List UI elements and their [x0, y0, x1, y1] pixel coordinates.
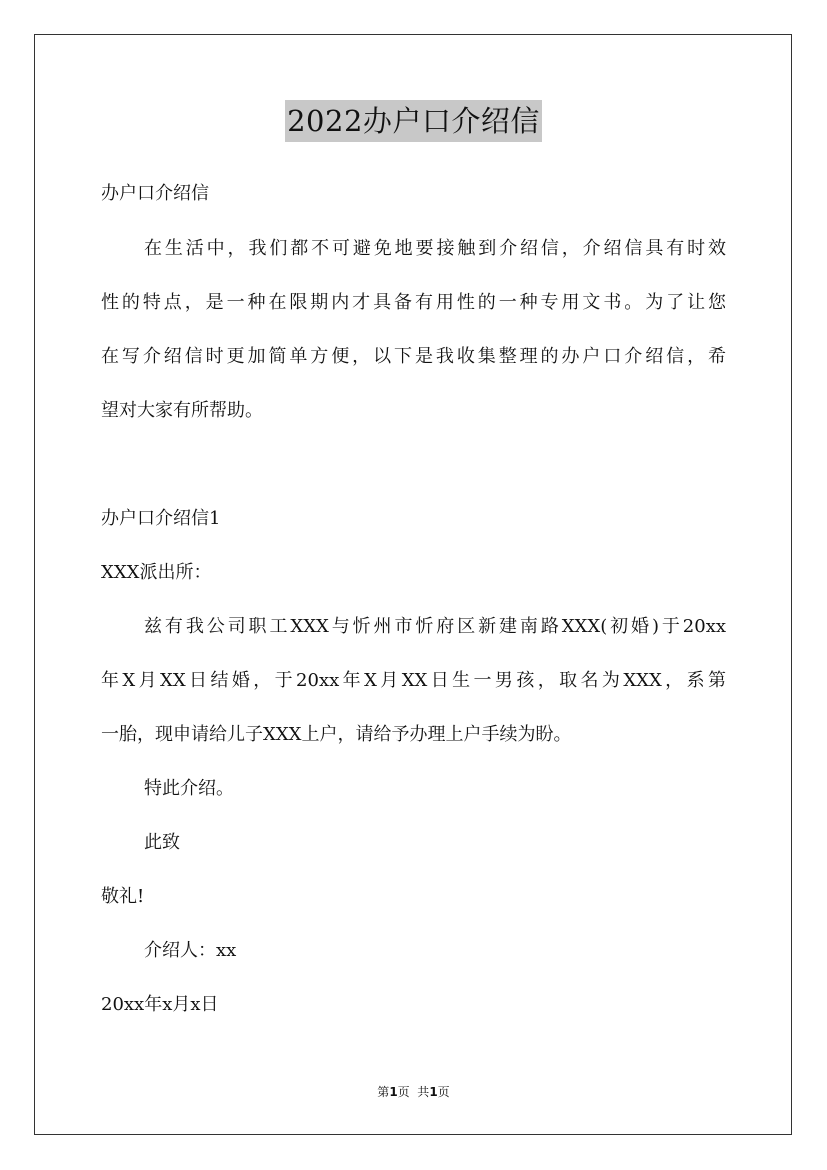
body-line-1: 兹有我公司职工XXX与忻州市忻府区新建南路XXX(初婚)于20xx: [144, 616, 726, 637]
introducer: 介绍人：xx: [144, 940, 237, 961]
section-heading: 办户口介绍信: [101, 183, 209, 204]
body-line-2: 年X月XX日结婚，于20xx年X月XX日生一男孩，取名为XXX，系第: [101, 670, 726, 691]
letter-heading: 办户口介绍信1: [101, 508, 221, 529]
footer-page-total: 1: [429, 1085, 438, 1099]
footer-suffix: 页: [437, 1085, 450, 1099]
title-container: [0, 100, 827, 142]
footer-page-number: 1: [389, 1085, 398, 1099]
body-line-3: 一胎，现申请给儿子XXX上户，请给予办理上户手续为盼。: [101, 724, 572, 745]
footer-mid: 页 共: [397, 1085, 430, 1099]
addressee: XXX派出所：: [101, 562, 212, 583]
letter-date: 20xx年x月x日: [101, 994, 219, 1015]
salute: 敬礼!: [101, 886, 145, 907]
intro-line-3: 在写介绍信时更加简单方便，以下是我收集整理的办户口介绍信，希: [101, 346, 726, 367]
intro-line-2: 性的特点，是一种在限期内才具备有用性的一种专用文书。为了让您: [101, 292, 726, 313]
footer-prefix: 第: [377, 1085, 390, 1099]
document-title: 2022办户口介绍信: [285, 100, 542, 142]
special-note: 特此介绍。: [144, 778, 234, 799]
page-footer: [0, 1084, 827, 1100]
intro-line-4: 望对大家有所帮助。: [101, 400, 263, 421]
greeting: 此致: [144, 832, 180, 853]
intro-line-1: 在生活中，我们都不可避免地要接触到介绍信，介绍信具有时效: [144, 238, 726, 259]
